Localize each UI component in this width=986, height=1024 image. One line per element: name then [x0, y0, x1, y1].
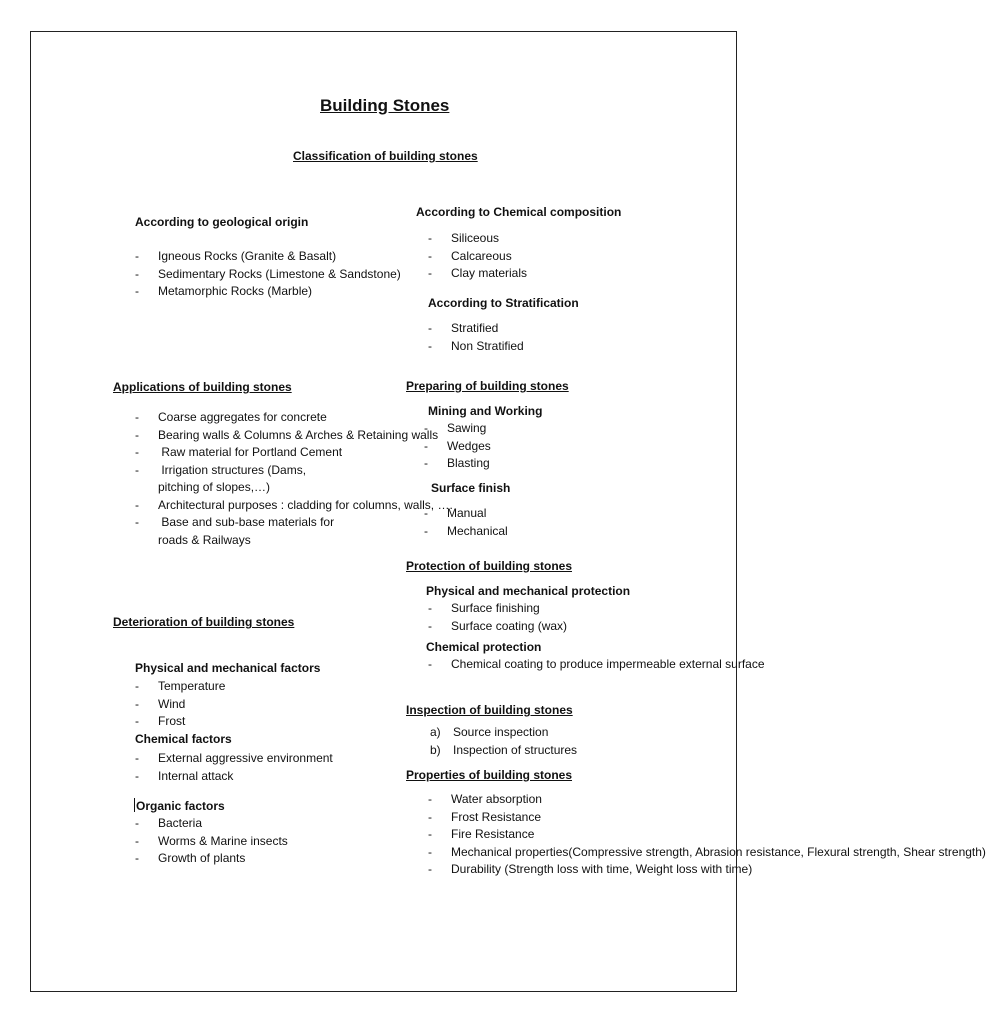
- properties-list: [428, 791, 986, 879]
- list-item: - Irrigation structures (Dams, pitching of slopes,…): [135, 462, 338, 497]
- chemical-composition-heading: According to Chemical composition: [416, 205, 622, 219]
- physical-protection-list: [428, 600, 567, 635]
- list-item: - Temperature: [135, 678, 225, 696]
- list-item: - Raw material for Portland Cement: [135, 444, 363, 462]
- chemical-protection-heading: Chemical protection: [426, 640, 542, 654]
- organic-factors-heading: Organic factors: [136, 799, 225, 813]
- preparing-heading: Preparing of building stones: [406, 379, 569, 393]
- chemical-factors-list: [135, 750, 333, 785]
- list-item: - Bearing walls & Columns & Arches & Retaining walls: [135, 427, 363, 445]
- list-item: [430, 724, 577, 742]
- list-item: - Calcareous: [428, 248, 527, 266]
- mining-list: [424, 420, 491, 473]
- list-item: - Igneous Rocks (Granite & Basalt): [135, 248, 363, 266]
- chemical-protection-list: [428, 656, 765, 674]
- list-item-text: Inspection of structures: [453, 742, 578, 757]
- list-marker: a): [430, 725, 441, 739]
- list-item: - Water absorption: [428, 791, 666, 809]
- text-cursor: [134, 798, 135, 812]
- list-item: - Manual: [424, 505, 508, 523]
- geological-heading: According to geological origin: [135, 215, 309, 229]
- physical-factors-heading: Physical and mechanical factors: [135, 661, 321, 675]
- list-item: - Base and sub-base materials for roads & Railways: [135, 514, 358, 549]
- list-item: - Non Stratified: [428, 338, 524, 356]
- surface-finish-heading: Surface finish: [431, 481, 511, 495]
- list-item: - Sedimentary Rocks (Limestone & Sandstone): [135, 266, 353, 284]
- list-item: - Internal attack: [135, 768, 333, 786]
- mining-heading: Mining and Working: [428, 404, 543, 418]
- classification-subtitle: Classification of building stones: [293, 149, 478, 163]
- list-item: - Coarse aggregates for concrete: [135, 409, 363, 427]
- chemical-factors-heading: Chemical factors: [135, 732, 232, 746]
- list-item: - Wedges: [424, 438, 491, 456]
- list-item: - Surface finishing: [428, 600, 567, 618]
- list-item: [430, 742, 577, 760]
- chemical-composition-list: [428, 230, 527, 283]
- applications-heading: Applications of building stones: [113, 380, 292, 394]
- list-item: - Frost: [135, 713, 225, 731]
- properties-heading: Properties of building stones: [406, 768, 573, 782]
- list-item: - Bacteria: [135, 815, 288, 833]
- list-item: - Siliceous: [428, 230, 527, 248]
- list-item: - Clay materials: [428, 265, 527, 283]
- list-item: - Durability (Strength loss with time, Weight loss with time): [428, 861, 656, 879]
- organic-factors-list: [135, 815, 288, 868]
- list-item: - External aggressive environment: [135, 750, 333, 768]
- list-item: - Fire Resistance: [428, 826, 666, 844]
- geological-list: [135, 248, 401, 301]
- list-item: - Growth of plants: [135, 850, 288, 868]
- list-item: - Mechanical: [424, 523, 508, 541]
- list-item: - Sawing: [424, 420, 491, 438]
- list-item: - Chemical coating to produce impermeable external surface: [428, 656, 641, 674]
- protection-heading: Protection of building stones: [406, 559, 572, 573]
- list-item: - Worms & Marine insects: [135, 833, 288, 851]
- list-item: - Blasting: [424, 455, 491, 473]
- list-item: - Wind: [135, 696, 225, 714]
- physical-protection-heading: Physical and mechanical protection: [426, 584, 631, 598]
- stratification-heading: According to Stratification: [428, 296, 579, 310]
- stratification-list: [428, 320, 524, 355]
- list-item: - Mechanical properties(Compressive strength, Abrasion resistance, Flexural strength, Shear strength): [428, 844, 666, 862]
- list-item: - Stratified: [428, 320, 524, 338]
- applications-list: [135, 409, 453, 549]
- document-title: Building Stones: [320, 96, 450, 115]
- list-item-text: Source inspection: [453, 725, 549, 739]
- list-marker: b): [430, 742, 441, 757]
- physical-factors-list: [135, 678, 225, 731]
- list-item: - Surface coating (wax): [428, 618, 567, 636]
- surface-finish-list: [424, 505, 508, 540]
- list-item: - Architectural purposes : cladding for columns, walls, ….: [135, 497, 363, 515]
- inspection-list: [430, 724, 577, 759]
- inspection-heading: Inspection of building stones: [406, 703, 573, 717]
- list-item: - Metamorphic Rocks (Marble): [135, 283, 363, 301]
- deterioration-heading: Deterioration of building stones: [113, 615, 295, 629]
- list-item: - Frost Resistance: [428, 809, 666, 827]
